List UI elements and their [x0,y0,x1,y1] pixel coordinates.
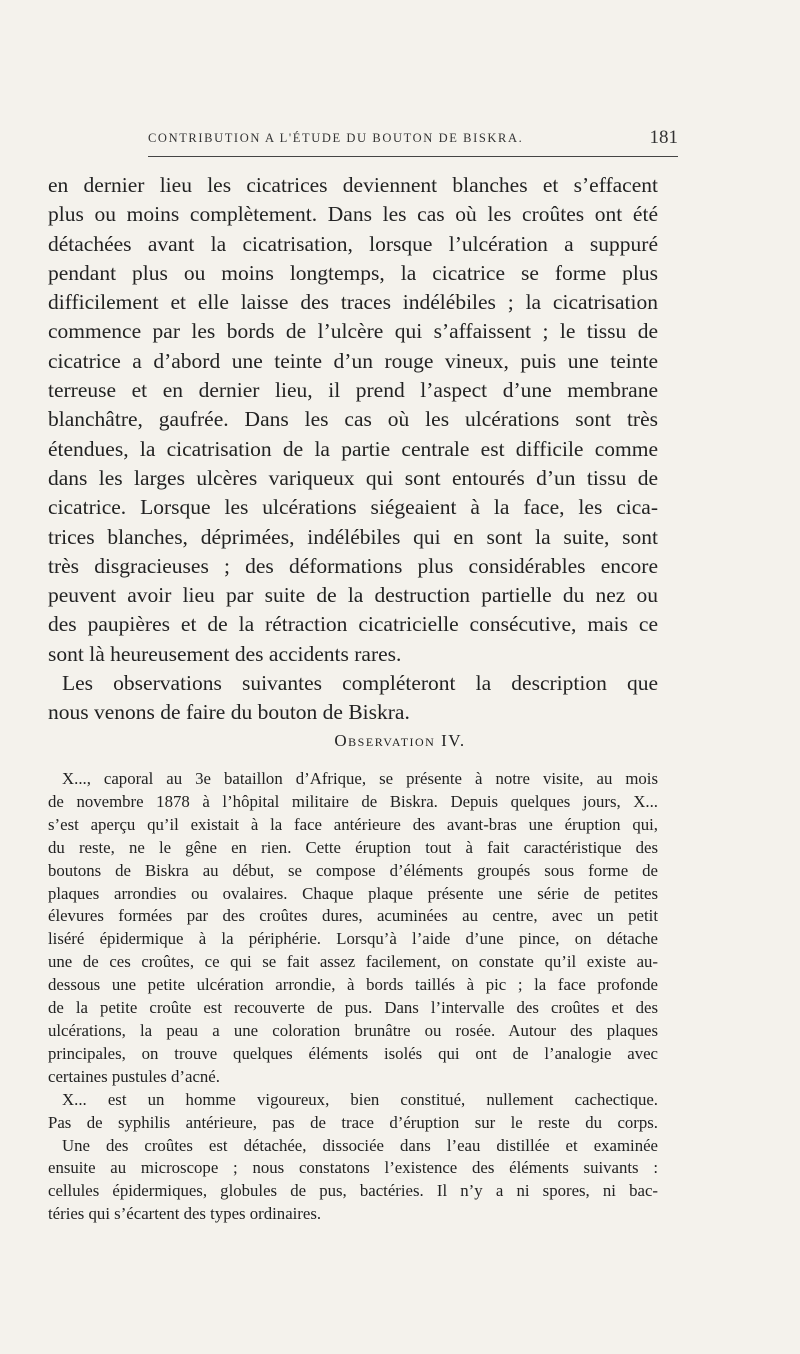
text-line: téries qui s’écartent des types ordinaires. [48,1204,322,1224]
header-rule [148,156,678,157]
text-line: plaques arrondies ou ovalaires. Chaque plaque présente une série de petites [48,883,658,903]
observation-text [48,768,658,1226]
page-number: 181 [649,127,678,148]
text-line: principales, on trouve quelques éléments isolés qui ont de l’analogie avec [48,1043,658,1063]
text-line: Les observations suivantes compléteront la description que [62,671,658,696]
running-head [148,127,678,151]
text-line: du reste, ne le gêne en rien. Cette éruption tout à fait caractéristique des [48,837,658,857]
text-line: pendant plus ou moins longtemps, la cicatrice se forme plus [48,260,658,285]
text-line: certaines pustules d’acné. [48,1066,220,1086]
text-line: une de ces croûtes, ce qui se fait assez facilement, on constate qu’il existe au- [48,952,658,972]
text-line: cicatrice. Lorsque les ulcérations siégeaient à la face, les cica- [48,495,658,520]
text-line: cellules épidermiques, globules de pus, bactéries. Il n’y a ni spores, ni bac- [48,1181,658,1201]
text-line: cicatrice a d’abord une teinte d’un rouge vineux, puis une teinte [48,348,658,373]
text-line: ulcérations, la peau a une coloration brunâtre ou rosée. Autour des plaques [48,1020,658,1040]
text-line: commence par les bords de l’ulcère qui s’affaissent ; le tissu de [48,319,658,344]
text-line: boutons de Biskra au début, se compose d’éléments groupés sous forme de [48,860,658,880]
text-line: ensuite au microscope ; nous constatons l’existence des éléments suivants : [48,1158,658,1178]
text-line: dessous une petite ulcération arrondie, à bords taillés à pic ; la face profonde [48,975,658,995]
text-line: liséré épidermique à la périphérie. Lorsqu’à l’aide d’une pince, on détache [48,929,658,949]
text-line: X... est un homme vigoureux, bien constitué, nullement cachectique. [62,1089,658,1109]
text-line: étendues, la cicatrisation de la partie centrale est difficile comme [48,436,658,461]
text-line: dans les larges ulcères variqueux qui sont entourés d’un tissu de [48,465,658,490]
text-line: de la petite croûte est recouverte de pus. Dans l’intervalle des croûtes et des [48,998,658,1018]
text-line: détachées avant la cicatrisation, lorsque l’ulcération a suppuré [48,231,658,256]
text-line: de novembre 1878 à l’hôpital militaire de Biskra. Depuis quelques jours, X... [48,791,658,811]
text-line: sont là heureusement des accidents rares. [48,641,402,666]
text-line: blanchâtre, gaufrée. Dans les cas où les ulcérations sont très [48,407,658,432]
observation-heading: Observation IV. [334,731,466,750]
text-line: trices blanches, déprimées, indélébiles qui en sont la suite, sont [48,524,658,549]
text-line: en dernier lieu les cicatrices deviennent blanches et s’effacent [48,173,658,197]
text-line: très disgracieuses ; des déformations plus considérables encore [48,553,658,578]
body-paragraphs [48,171,658,728]
text-line: des paupières et de la rétraction cicatricielle consécutive, mais ce [48,612,658,637]
text-line: Une des croûtes est détachée, dissociée dans l’eau distillée et examinée [62,1135,658,1155]
text-line: s’est aperçu qu’il existait à la face antérieure des avant-bras une éruption qui, [48,814,658,834]
text-line: X..., caporal au 3e bataillon d’Afrique, se présente à notre visite, au mois [62,769,658,788]
text-line: difficilement et elle laisse des traces indélébiles ; la cicatrisation [48,290,658,315]
text-line: nous venons de faire du bouton de Biskra. [48,700,410,725]
text-line: peuvent avoir lieu par suite de la destruction partielle du nez ou [48,583,658,608]
text-line: Pas de syphilis antérieure, pas de trace d’éruption sur le reste du corps. [48,1112,658,1132]
text-line: terreuse et en dernier lieu, il prend l’aspect d’une membrane [48,378,658,403]
text-line: plus ou moins complètement. Dans les cas où les croûtes ont été [48,202,658,227]
text-line: élevures formées par des croûtes dures, acuminées au centre, avec un petit [48,906,658,926]
running-title: CONTRIBUTION A L'ÉTUDE DU BOUTON DE BISKRA. [148,131,524,145]
